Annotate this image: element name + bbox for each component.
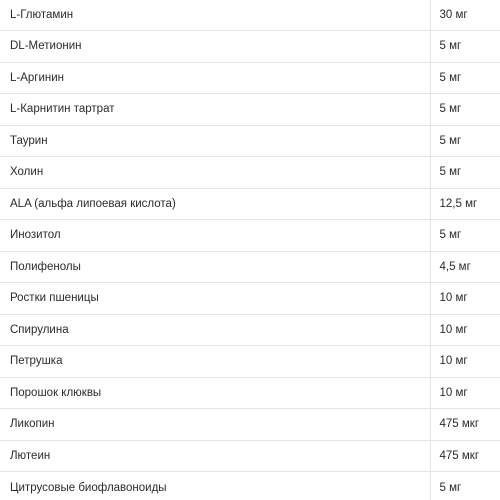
table-row (0, 440, 500, 472)
ingredient-amount: 10 мг (430, 377, 500, 409)
ingredient-name: L-Аргинин (0, 62, 430, 94)
ingredient-name: Таурин (0, 125, 430, 157)
ingredient-amount: 475 мкг (430, 440, 500, 472)
ingredient-name: Спирулина (0, 314, 430, 346)
table-row (0, 188, 500, 220)
ingredient-name: DL-Метионин (0, 31, 430, 63)
ingredient-amount: 5 мг (430, 472, 500, 500)
table-row (0, 346, 500, 378)
ingredient-amount: 5 мг (430, 62, 500, 94)
ingredient-name: Цитрусовые биофлавоноиды (0, 472, 430, 500)
table-row (0, 31, 500, 63)
ingredient-amount: 4,5 мг (430, 251, 500, 283)
ingredient-amount: 5 мг (430, 220, 500, 252)
table-row (0, 251, 500, 283)
ingredient-amount: 5 мг (430, 157, 500, 189)
ingredient-amount: 10 мг (430, 346, 500, 378)
ingredient-name: L-Глютамин (0, 0, 430, 31)
ingredient-amount: 475 мкг (430, 409, 500, 441)
ingredient-amount: 12,5 мг (430, 188, 500, 220)
table-row (0, 125, 500, 157)
ingredient-name: Петрушка (0, 346, 430, 378)
table-row (0, 157, 500, 189)
ingredient-name: Лютеин (0, 440, 430, 472)
table-row (0, 0, 500, 31)
ingredient-amount: 5 мг (430, 31, 500, 63)
ingredient-name: Ликопин (0, 409, 430, 441)
ingredient-amount: 5 мг (430, 125, 500, 157)
table-row (0, 377, 500, 409)
table-row (0, 472, 500, 500)
ingredient-name: Полифенолы (0, 251, 430, 283)
ingredient-name: Инозитол (0, 220, 430, 252)
table-row (0, 220, 500, 252)
table-row (0, 409, 500, 441)
ingredient-name: Холин (0, 157, 430, 189)
table-row (0, 314, 500, 346)
table-row (0, 94, 500, 126)
ingredient-name: Ростки пшеницы (0, 283, 430, 315)
ingredient-amount: 10 мг (430, 283, 500, 315)
ingredient-amount: 5 мг (430, 94, 500, 126)
ingredient-name: Порошок клюквы (0, 377, 430, 409)
ingredient-name: ALA (альфа липоевая кислота) (0, 188, 430, 220)
table-row (0, 283, 500, 315)
ingredient-name: L-Карнитин тартрат (0, 94, 430, 126)
ingredient-amount: 30 мг (439, 8, 468, 21)
table-row (0, 62, 500, 94)
ingredient-amount: 10 мг (430, 314, 500, 346)
